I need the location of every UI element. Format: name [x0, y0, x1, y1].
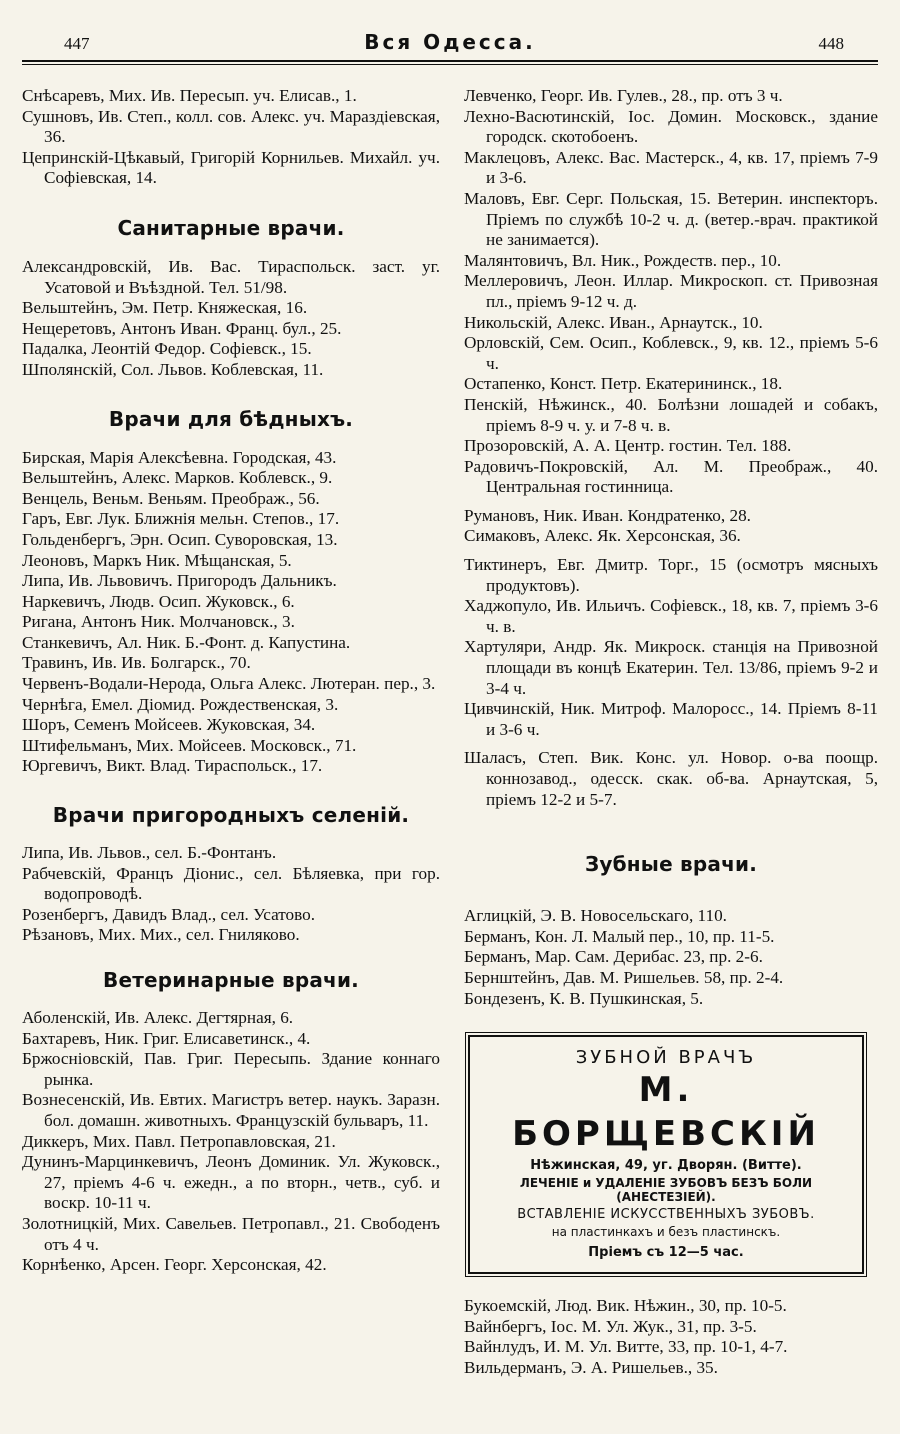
entry: Маловъ, Евг. Серг. Польская, 15. Ветерин. инспекторъ. Пріемъ по службѣ 10-2 ч. д. (ветер.-врач. практикой не занимается).	[464, 188, 878, 250]
entry: Никольскій, Алекс. Иван., Арнаутск., 10.	[464, 312, 763, 332]
entry: Вельштейнъ, Эм. Петр. Княжеская, 16.	[22, 298, 308, 318]
section-heading-dentists: Зубные врачи.	[584, 852, 758, 877]
entry: Аглицкій, Э. В. Новосельскаго, 110.	[464, 906, 727, 926]
running-title: Вся Одесса.	[364, 30, 536, 54]
ad-line-prosthetics: ВСТАВЛЕНІЕ ИСКУССТВЕННЫХЪ ЗУБОВЪ.	[517, 1207, 815, 1223]
ad-line-name: М. БОРЩЕВСКІЙ	[512, 1070, 820, 1155]
entry: Нещеретовъ, Антонъ Иван. Франц. бул., 25.	[22, 318, 342, 338]
entry: Цивчинскій, Ник. Митроф. Малоросс., 14. Пріемъ 8-11 и 3-6 ч.	[464, 699, 878, 739]
entry: Вайнбергъ, Іос. М. Ул. Жук., 31, пр. 3-5.	[464, 1316, 757, 1336]
entry: Липа, Ив. Львовичъ. Пригородъ Дальникъ.	[22, 571, 337, 591]
ad-line-address: Нѣжинская, 49, уг. Дворян. (Витте).	[530, 1158, 802, 1174]
entry: Бахтаревъ, Ник. Григ. Елисаветинск., 4.	[22, 1028, 311, 1048]
entry: Венцель, Веньм. Веньям. Преображ., 56.	[22, 488, 320, 508]
entry: Шаласъ, Степ. Вик. Конс. ул. Новор. о-ва поощр. коннозавод., одесск. скак. об-ва. Арнаутская, 5, пріемъ 12-2 и 5-7.	[464, 748, 878, 809]
ad-line-plates: на пластинкахъ и безъ пластинскъ.	[551, 1225, 781, 1240]
entry: Бернштейнъ, Дав. М. Ришельев. 58, пр. 2-4.	[464, 967, 784, 987]
entry: Берманъ, Кон. Л. Малый пер., 10, пр. 11-5.	[464, 926, 775, 946]
entry: Станкевичъ, Ал. Ник. Б.-Фонт. д. Капустина.	[22, 632, 351, 652]
entry: Маклецовъ, Алекс. Вас. Мастерск., 4, кв. 17, пріемъ 7-9 и 3-6.	[464, 147, 878, 188]
entry: Аболенскій, Ив. Алекс. Дегтярная, 6.	[22, 1008, 294, 1027]
entry: Снѣсаревъ, Мих. Ив. Пересып. уч. Елисав., 1.	[22, 86, 357, 105]
page-header	[0, 0, 900, 70]
ad-line-treatment: ЛЕЧЕНІЕ и УДАЛЕНІЕ ЗУБОВЪ БЕЗЪ БОЛИ (АНЕСТЕЗІЕЙ).	[519, 1176, 813, 1205]
page-number-left: 447	[64, 34, 90, 53]
right-column	[464, 86, 878, 1379]
entry: Дунинъ-Марцинкевичъ, Леонъ Доминик. Ул. Жуковск., 27, пріемъ 4-6 ч. ежедн., а по вторн., четв., суб. и воскр. 10-11 ч.	[22, 1152, 440, 1213]
entry: Липа, Ив. Львов., сел. Б.-Фонтанъ.	[22, 843, 277, 863]
entry: Цепринскій-Цѣкавый, Григорій Корнильев. Михайл. уч. Софіевская, 14.	[22, 147, 440, 188]
entry: Вильдерманъ, Э. А. Ришельев., 35.	[464, 1357, 718, 1377]
section-heading-poor: Врачи для бѣдныхъ.	[108, 406, 354, 431]
entry: Сушновъ, Ив. Степ., колл. сов. Алекс. уч. Мараздіевская, 36.	[22, 106, 440, 147]
entry: Бирская, Марія Алексѣевна. Городская, 43.	[22, 447, 337, 467]
header-rule-thin	[22, 64, 878, 65]
entry: Остапенко, Конст. Петр. Екатерининск., 18.	[464, 374, 783, 394]
entry: Вельштейнъ, Алекс. Марков. Коблевск., 9.	[22, 468, 333, 488]
page-number-right: 448	[818, 34, 844, 53]
entry: Тиктинеръ, Евг. Дмитр. Торг., 15 (осмотръ мясныхъ продуктовъ).	[464, 555, 878, 595]
entry: Ригана, Антонъ Ник. Молчановск., 3.	[22, 612, 295, 632]
entry: Пенскій, Нѣжинск., 40. Болѣзни лошадей и собакъ, пріемъ 8-9 ч. у. и 7-8 ч. в.	[464, 394, 878, 435]
left-column	[22, 86, 440, 1276]
entry: Хаджопуло, Ив. Ильичъ. Софіевск., 18, кв. 7, пріемъ 3-6 ч. в.	[464, 596, 878, 636]
entry: Букоемскій, Люд. Вик. Нѣжин., 30, пр. 10-5.	[464, 1296, 787, 1316]
entry: Гольденбергъ, Эрн. Осип. Суворовская, 13.	[22, 529, 338, 549]
entry: Гаръ, Евг. Лук. Ближнія мельн. Степов., 17.	[22, 509, 340, 529]
entry: Прозоровскій, А. А. Центр. гостин. Тел. 188.	[464, 436, 792, 456]
entry: Лехно-Васютинскій, Іос. Домин. Московск., здание городск. скотобоенъ.	[464, 106, 878, 147]
entry: Диккеръ, Мих. Павл. Петропавловская, 21.	[22, 1131, 336, 1151]
entry: Леоновъ, Маркъ Ник. Мѣщанская, 5.	[22, 550, 292, 570]
entry: Шполянскій, Сол. Львов. Коблевская, 11.	[22, 359, 324, 379]
entry: Радовичъ-Покровскій, Ал. М. Преображ., 40. Центральная гостинница.	[464, 456, 878, 497]
entry: Симаковъ, Алекс. Як. Херсонская, 36.	[464, 526, 741, 546]
section-heading-veterinary: Ветеринарные врачи.	[103, 968, 359, 992]
entry: Румановъ, Ник. Иван. Кондратенко, 28.	[464, 505, 751, 525]
advertisement-box	[468, 1035, 864, 1274]
entry: Вайнлудъ, И. М. Ул. Витте, 33, пр. 10-1, 4-7.	[464, 1337, 788, 1357]
entry: Золотницкій, Мих. Савельев. Петропавл., 21. Свободенъ отъ 4 ч.	[22, 1213, 440, 1254]
ad-line-profession: ЗУБНОЙ ВРАЧЪ	[575, 1047, 757, 1069]
entry: Рабчевскій, Францъ Діонис., сел. Бѣляевка, при гор. водопроводѣ.	[22, 863, 440, 904]
entry: Хартуляри, Андр. Як. Микроск. станція на Привозной площади въ концѣ Екатерин. Тел. 13/86, пріемъ 9-2 и 3-4 ч.	[464, 637, 878, 698]
entry: Юргевичъ, Викт. Влад. Тираспольск., 17.	[22, 756, 323, 776]
entry: Бржосніовскій, Пав. Григ. Пересыпь. Здание коннаго рынка.	[22, 1049, 440, 1089]
entry: Меллеровичъ, Леон. Иллар. Микроскоп. ст. Привозная пл., пріемъ 9-12 ч. д.	[464, 271, 878, 311]
entry: Травинъ, Ив. Ив. Болгарск., 70.	[22, 653, 251, 673]
entry: Наркевичъ, Людв. Осип. Жуковск., 6.	[22, 591, 295, 611]
entry: Штифельманъ, Мих. Мойсеев. Московск., 71.	[22, 735, 357, 755]
entry: Александровскій, Ив. Вас. Тираспольск. заст. уг. Усатовой и Въѣздной. Тел. 51/98.	[22, 256, 440, 297]
entry: Левченко, Георг. Ив. Гулев., 28., пр. отъ 3 ч.	[464, 86, 783, 105]
section-heading-sanitary: Санитарные врачи.	[117, 215, 345, 240]
entry: Чернѣга, Емел. Діомид. Рождественская, 3.	[22, 694, 339, 714]
entry: Бондезенъ, К. В. Пушкинская, 5.	[464, 988, 704, 1008]
entry: Малянтовичъ, Вл. Ник., Рождеств. пер., 10.	[464, 250, 782, 270]
entry: Шоръ, Семенъ Мойсеев. Жуковская, 34.	[22, 715, 316, 735]
entry: Корнѣенко, Арсен. Георг. Херсонская, 42.	[22, 1255, 327, 1275]
section-heading-suburban: Врачи пригородныхъ селеній.	[52, 803, 410, 828]
entry: Червенъ-Водали-Нерода, Ольга Алекс. Лютеран. пер., 3.	[22, 674, 436, 694]
entry: Розенбергъ, Давидъ Влад., сел. Усатово.	[22, 904, 316, 924]
header-rule-thick	[22, 60, 878, 62]
ad-line-hours: Пріемъ съ 12—5 час.	[588, 1245, 744, 1261]
entry: Берманъ, Мар. Сам. Дерибас. 23, пр. 2-6.	[464, 947, 763, 967]
entry: Вознесенскій, Ив. Евтих. Магистръ ветер. наукъ. Заразн. бол. домашн. животныхъ. Французскій бульваръ, 11.	[22, 1090, 440, 1130]
entry: Рѣзановъ, Мих. Мих., сел. Гниляково.	[22, 925, 300, 945]
entry: Падалка, Леонтій Федор. Софіевск., 15.	[22, 339, 312, 359]
entry: Орловскій, Сем. Осип., Коблевск., 9, кв. 12., пріемъ 5-6 ч.	[464, 333, 878, 373]
